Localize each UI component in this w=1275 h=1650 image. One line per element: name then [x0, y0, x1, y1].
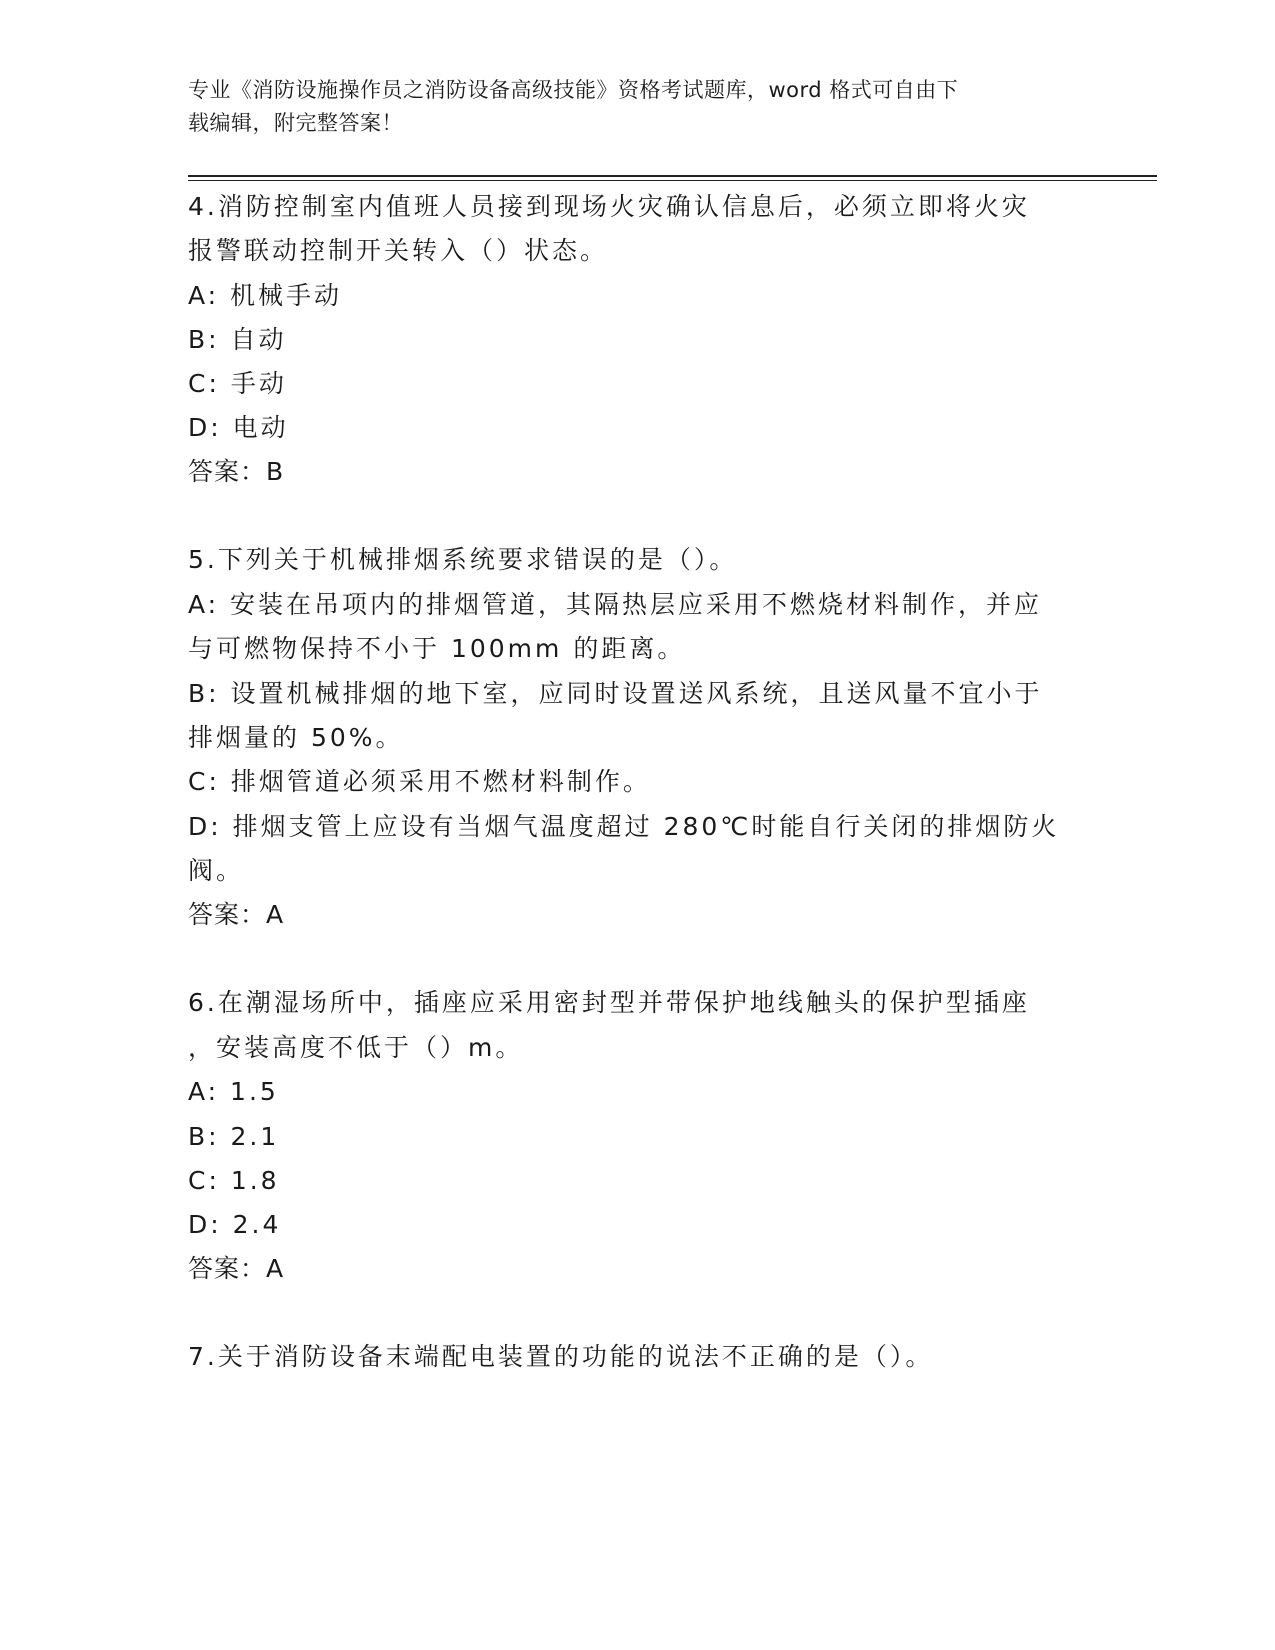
question-4-option-a: A: 机械手动: [188, 281, 343, 310]
question-5-stem-line-1: 5.下列关于机械排烟系统要求错误的是（）。: [188, 545, 738, 574]
header-line-1: 专业《消防设施操作员之消防设备高级技能》资格考试题库，word 格式可自由下: [188, 78, 959, 102]
question-4-stem-line-2: 报警联动控制开关转入（）状态。: [188, 236, 609, 265]
question-6-option-a: A: 1.5: [188, 1077, 279, 1106]
question-6-stem-line-2: ，安装高度不低于（）m。: [188, 1033, 524, 1062]
header-line-2: 载编辑，附完整答案！: [188, 111, 403, 135]
question-4-option-c: C: 手动: [188, 369, 287, 398]
question-5-option-d-line-2: 阀。: [188, 856, 245, 885]
question-6-option-d: D: 2.4: [188, 1210, 282, 1239]
question-6-option-c: C: 1.8: [188, 1166, 280, 1195]
header-divider-thick: [188, 175, 1157, 177]
question-5-answer: 答案：A: [188, 900, 285, 929]
document-header: [188, 74, 1088, 140]
header-divider-thin: [188, 180, 1157, 181]
question-5-option-a-line-1: A: 安装在吊项内的排烟管道，其隔热层应采用不燃烧材料制作，并应: [188, 590, 1043, 619]
question-4-stem-line-1: 4.消防控制室内值班人员接到现场火灾确认信息后，必须立即将火灾: [188, 192, 1030, 221]
question-5-option-b-line-1: B: 设置机械排烟的地下室，应同时设置送风系统，且送风量不宜小于: [188, 679, 1043, 708]
question-5-option-a-line-2: 与可燃物保持不小于 100mm 的距离。: [188, 634, 686, 663]
question-6-option-b: B: 2.1: [188, 1122, 280, 1151]
question-7-stem-line-1: 7.关于消防设备末端配电装置的功能的说法不正确的是（）。: [188, 1342, 934, 1371]
question-4-answer: 答案：B: [188, 457, 285, 486]
question-6-stem-line-1: 6.在潮湿场所中，插座应采用密封型并带保护地线触头的保护型插座: [188, 988, 1030, 1017]
question-6-answer: 答案：A: [188, 1254, 285, 1283]
question-5-option-b-line-2: 排烟量的 50%。: [188, 723, 404, 752]
question-4-option-b: B: 自动: [188, 325, 287, 354]
question-5-option-c: C: 排烟管道必须采用不燃材料制作。: [188, 767, 651, 796]
question-5-option-d-line-1: D: 排烟支管上应设有当烟气温度超过 280℃时能自行关闭的排烟防火: [188, 812, 1060, 841]
question-4-option-d: D: 电动: [188, 413, 289, 442]
